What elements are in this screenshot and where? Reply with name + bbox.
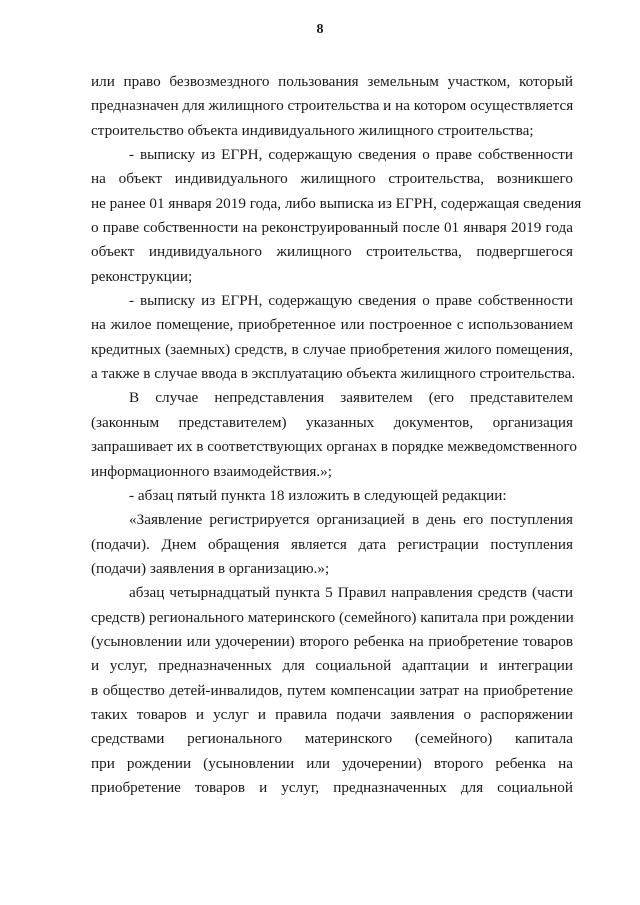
text-line: таких товаров и услуг и правила подачи заявления о распоряжении	[91, 705, 573, 723]
text-line: не ранее 01 января 2019 года, либо выписка из ЕГРН, содержащая сведения	[91, 194, 582, 212]
text-line: средствами регионального материнского (семейного) капитала	[91, 730, 573, 748]
text-line: и услуг, предназначенных для социальной адаптации и интеграции	[91, 657, 573, 675]
text-line: на жилое помещение, приобретенное или построенное с использованием	[91, 316, 573, 334]
text-line: - выписку из ЕГРН, содержащую сведения о праве собственности	[129, 146, 573, 164]
text-line: В случае непредставления заявителем (его представителем	[129, 389, 573, 407]
text-line: (законным представителем) указанных документов, организация	[91, 413, 573, 431]
text-line: или право безвозмездного пользования земельным участком, который	[91, 73, 573, 90]
page-number: 8	[316, 22, 324, 37]
text-line: приобретение товаров и услуг, предназначенных для социальной	[91, 778, 573, 796]
text-line: запрашивает их в соответствующих органах в порядке межведомственного	[91, 438, 577, 456]
document-body	[91, 70, 582, 800]
paragraph-p4	[91, 386, 577, 483]
text-line: строительство объекта индивидуального жилищного строительства;	[91, 121, 534, 139]
text-line: о праве собственности на реконструированный после 01 января 2019 года	[91, 219, 573, 237]
paragraph-p1	[91, 70, 573, 143]
text-line: при рождении (усыновлении или удочерении) второго ребенка на	[91, 754, 573, 772]
paragraph-p3	[91, 289, 576, 386]
text-line: объект индивидуального жилищного строительства, подвергшегося	[91, 243, 573, 261]
text-line: (усыновлении или удочерении) второго ребенка на приобретение товаров	[91, 632, 573, 650]
text-line: «Заявление регистрируется организацией в день его поступления	[129, 511, 573, 529]
paragraph-p6	[91, 508, 573, 581]
text-line: а также в случае ввода в эксплуатацию объекта жилищного строительства.	[91, 365, 576, 383]
text-line: - абзац пятый пункта 18 изложить в следующей редакции:	[129, 486, 507, 504]
text-line: предназначен для жилищного строительства и на котором осуществляется	[91, 97, 574, 115]
text-line: на объект индивидуального жилищного строительства, возникшего	[91, 170, 573, 188]
text-line: средств) регионального материнского (семейного) капитала при рождении	[91, 608, 574, 626]
text-line: реконструкции;	[91, 267, 193, 285]
text-line: кредитных (заемных) средств, в случае приобретения жилого помещения,	[91, 340, 573, 358]
paragraph-p2	[91, 143, 582, 289]
text-line: информационного взаимодействия.»;	[91, 462, 332, 480]
text-line: в общество детей-инвалидов, путем компенсации затрат на приобретение	[91, 681, 573, 699]
paragraph-p7	[91, 581, 573, 800]
text-line: абзац четырнадцатый пункта 5 Правил направления средств (части	[129, 584, 573, 602]
text-line: (подачи). Днем обращения является дата регистрации поступления	[91, 535, 573, 553]
paragraph-p5	[91, 484, 573, 508]
text-line: - выписку из ЕГРН, содержащую сведения о праве собственности	[129, 292, 573, 310]
text-line: (подачи) заявления в организацию.»;	[91, 559, 330, 577]
